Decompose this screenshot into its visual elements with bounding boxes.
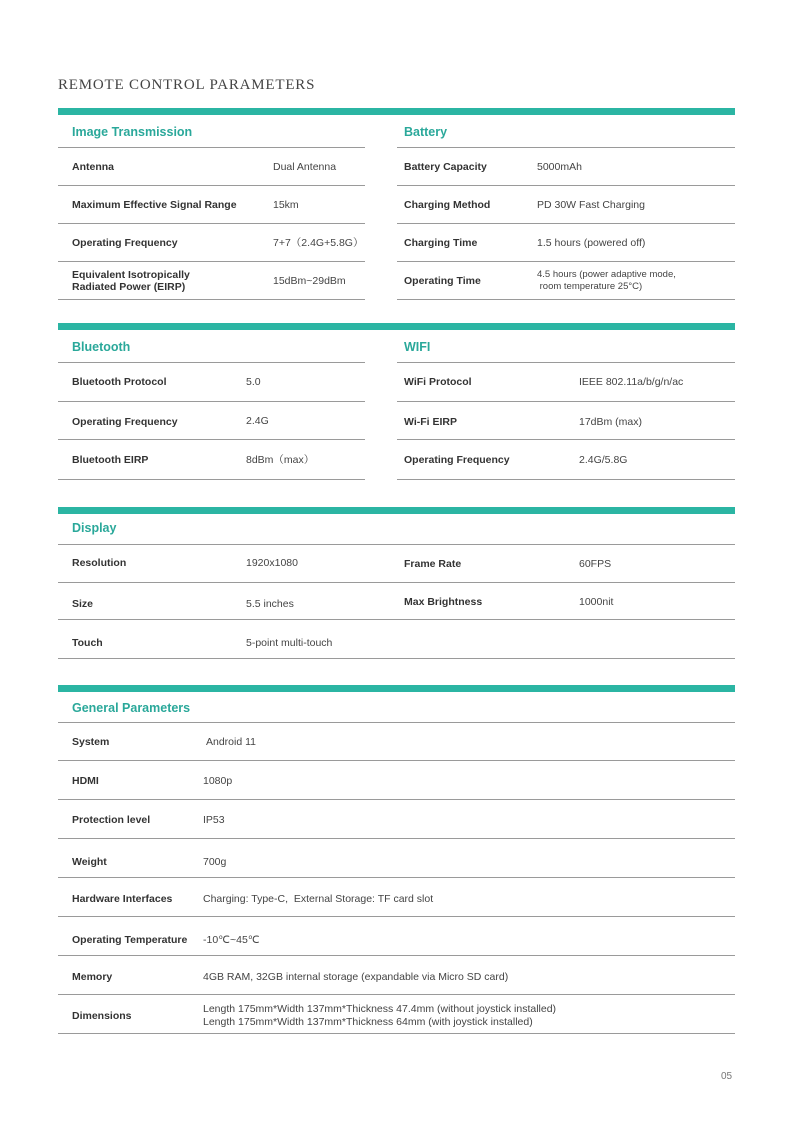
- page-title: REMOTE CONTROL PARAMETERS: [58, 77, 316, 93]
- divider: [58, 223, 365, 224]
- spec-value: Length 175mm*Width 137mm*Thickness 47.4mm (without joystick installed): [203, 1003, 557, 1015]
- spec-label: Charging Method: [404, 199, 491, 211]
- spec-value: 7+7（2.4G+5.8G）: [273, 237, 364, 249]
- divider: [397, 479, 735, 480]
- spec-value: room temperature 25°C): [537, 281, 643, 292]
- spec-label: HDMI: [72, 775, 99, 787]
- spec-label: Weight: [72, 856, 107, 868]
- spec-value: 17dBm (max): [579, 416, 643, 428]
- spec-value: 4GB RAM, 32GB internal storage (expandable via Micro SD card): [203, 971, 509, 983]
- spec-label: Equivalent Isotropically: [72, 269, 190, 281]
- divider: [58, 185, 365, 186]
- display-heading: Display: [72, 521, 117, 535]
- spec-value: 15km: [273, 199, 299, 211]
- spec-label: Operating Frequency: [72, 237, 178, 249]
- spec-value: IEEE 802.11a/b/g/n/ac: [579, 376, 684, 388]
- spec-value: -10℃~45℃: [203, 934, 260, 946]
- battery-heading: Battery: [404, 125, 448, 139]
- divider: [58, 439, 365, 440]
- section-bar: [58, 108, 735, 115]
- spec-value: 2.4G: [246, 415, 269, 427]
- divider: [397, 362, 735, 363]
- spec-label: Dimensions: [72, 1010, 132, 1022]
- spec-label: Hardware Interfaces: [72, 893, 173, 905]
- divider: [58, 479, 365, 480]
- spec-label: Bluetooth Protocol: [72, 376, 167, 388]
- spec-value: 5.0: [246, 376, 261, 388]
- divider: [397, 147, 735, 148]
- spec-value: 1080p: [203, 775, 233, 787]
- divider: [58, 544, 735, 545]
- spec-label: Operating Time: [404, 275, 481, 287]
- spec-label: Max Brightness: [404, 596, 483, 608]
- spec-value: 1.5 hours (powered off): [537, 237, 646, 249]
- divider: [58, 147, 365, 148]
- spec-value: 5000mAh: [537, 161, 582, 173]
- spec-label: Touch: [72, 637, 103, 649]
- divider: [58, 1033, 735, 1034]
- divider: [58, 838, 735, 839]
- spec-label: Size: [72, 598, 94, 610]
- spec-value: 8dBm（max）: [246, 454, 315, 466]
- spec-value: 15dBm~29dBm: [273, 275, 346, 287]
- spec-value: 2.4G/5.8G: [579, 454, 628, 466]
- spec-value: IP53: [203, 814, 225, 826]
- divider: [58, 799, 735, 800]
- divider: [58, 760, 735, 761]
- divider: [58, 658, 735, 659]
- spec-label: Operating Temperature: [72, 934, 188, 946]
- spec-value: PD 30W Fast Charging: [537, 199, 645, 211]
- section-bar: [58, 507, 735, 514]
- spec-value: 5-point multi-touch: [246, 637, 333, 649]
- spec-value: 700g: [203, 856, 227, 868]
- spec-value: 1920x1080: [246, 557, 298, 569]
- divider: [397, 299, 735, 300]
- spec-label: Radiated Power (EIRP): [72, 281, 186, 293]
- spec-value: Dual Antenna: [273, 161, 337, 173]
- spec-label: WiFi Protocol: [404, 376, 472, 388]
- spec-label: Frame Rate: [404, 558, 462, 570]
- spec-label: Memory: [72, 971, 113, 983]
- spec-label: Bluetooth EIRP: [72, 454, 149, 466]
- spec-value: Android 11: [206, 736, 257, 748]
- page-number: 05: [721, 1071, 733, 1082]
- spec-label: Protection level: [72, 814, 151, 826]
- section-bar: [58, 323, 735, 330]
- divider: [58, 619, 735, 620]
- spec-value: Length 175mm*Width 137mm*Thickness 64mm (with joystick installed): [203, 1016, 533, 1028]
- spec-label: Battery Capacity: [404, 161, 487, 173]
- general-heading: General Parameters: [72, 701, 191, 715]
- spec-label: Charging Time: [404, 237, 478, 249]
- spec-value: 5.5 inches: [246, 598, 294, 610]
- spec-value: 4.5 hours (power adaptive mode,: [537, 269, 676, 280]
- section-bar: [58, 685, 735, 692]
- divider: [397, 185, 735, 186]
- spec-value: 60FPS: [579, 558, 612, 570]
- spec-label: Resolution: [72, 557, 127, 569]
- spec-label: Operating Frequency: [404, 454, 510, 466]
- divider: [397, 223, 735, 224]
- wifi-heading: WIFI: [404, 340, 431, 354]
- divider: [397, 401, 735, 402]
- spec-label: Antenna: [72, 161, 114, 173]
- divider: [58, 299, 365, 300]
- divider: [58, 877, 735, 878]
- spec-value: 1000nit: [579, 596, 614, 608]
- divider: [58, 994, 735, 995]
- divider: [58, 261, 365, 262]
- bluetooth-heading: Bluetooth: [72, 340, 131, 354]
- divider: [58, 916, 735, 917]
- image-transmission-heading: Image Transmission: [72, 125, 193, 139]
- divider: [58, 582, 735, 583]
- divider: [58, 955, 735, 956]
- divider: [58, 722, 735, 723]
- spec-label: Operating Frequency: [72, 416, 178, 428]
- spec-label: System: [72, 736, 110, 748]
- spec-value: Charging: Type-C, External Storage: TF card slot: [203, 893, 434, 905]
- divider: [397, 261, 735, 262]
- divider: [397, 439, 735, 440]
- spec-label: Maximum Effective Signal Range: [72, 199, 237, 211]
- spec-label: Wi-Fi EIRP: [404, 416, 457, 428]
- divider: [58, 362, 365, 363]
- divider: [58, 401, 365, 402]
